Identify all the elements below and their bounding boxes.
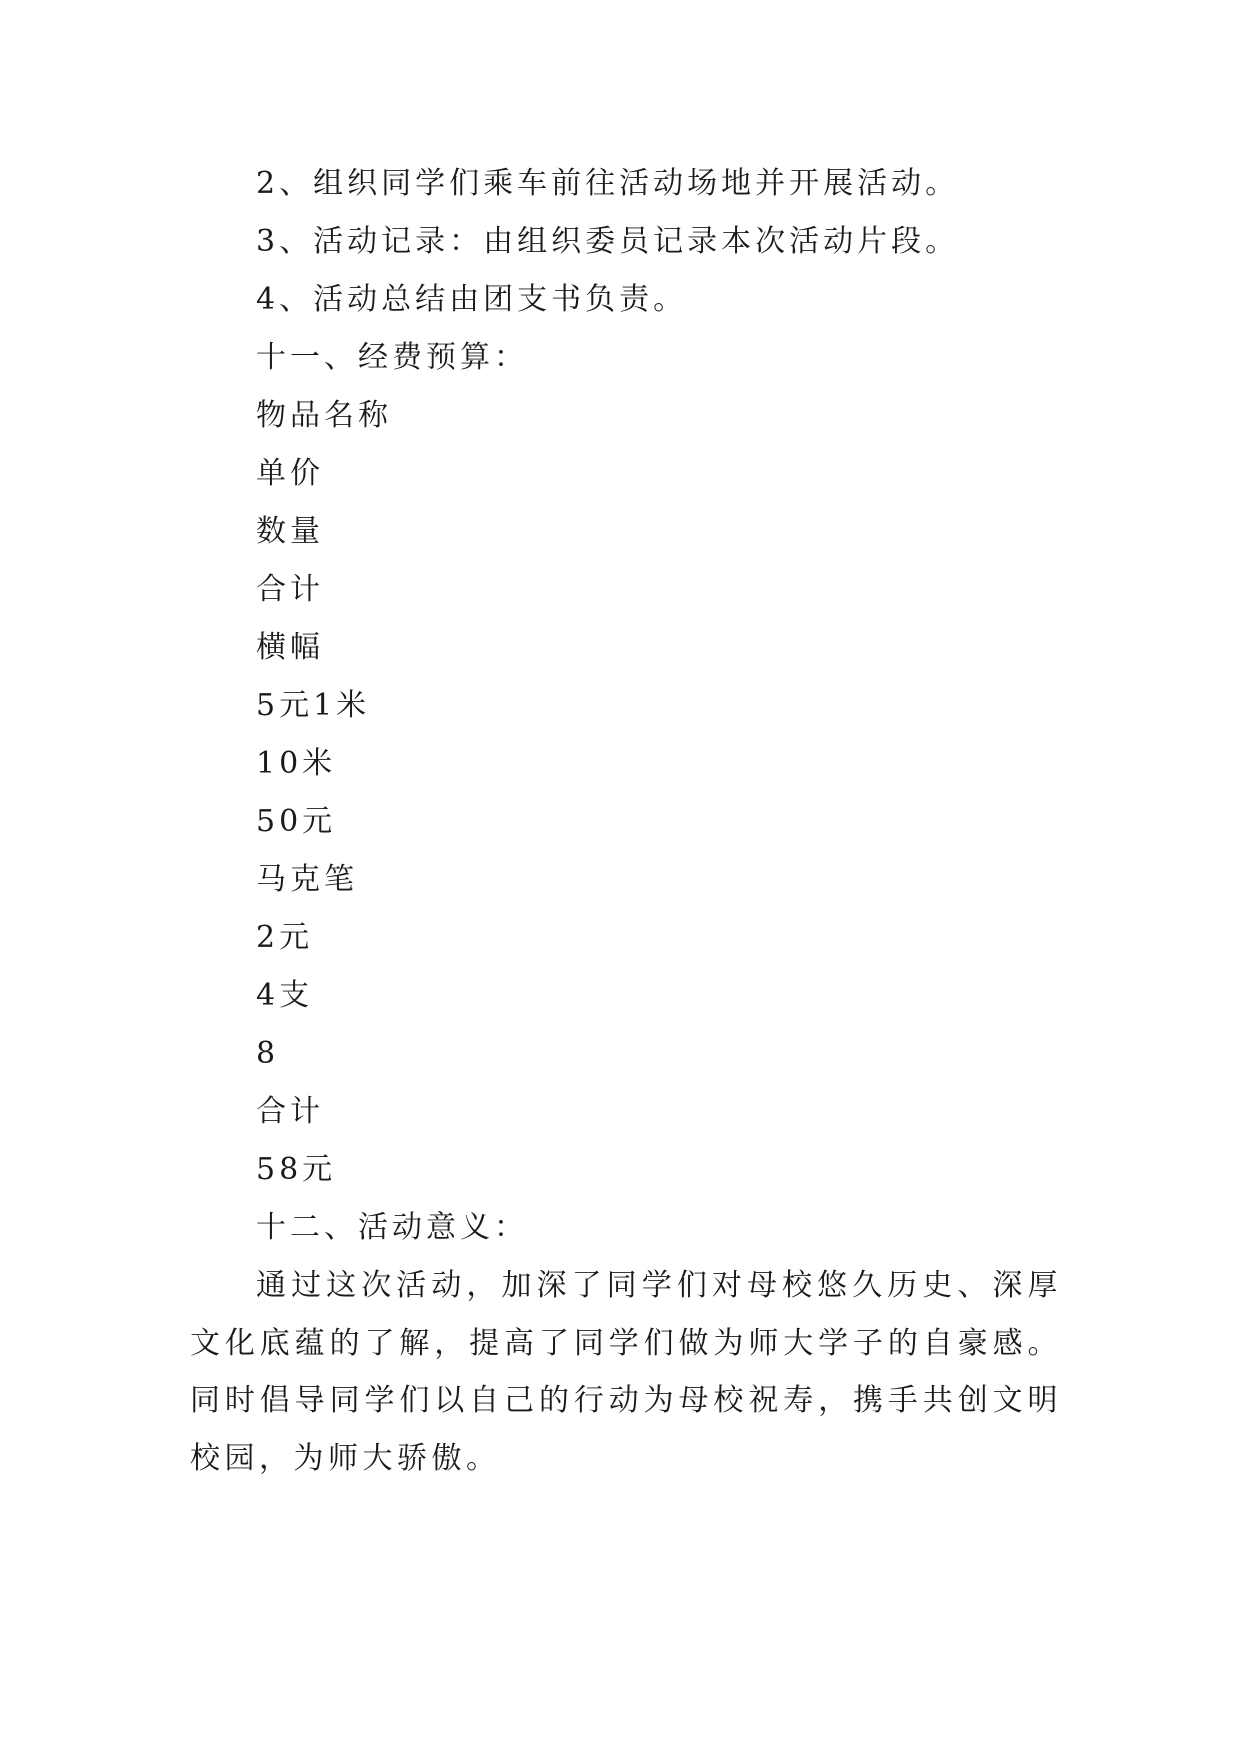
text-line: 3、活动记录：由组织委员记录本次活动片段。 [256, 224, 960, 259]
text-line: 8 [256, 1036, 280, 1071]
text-line: 50元 [256, 804, 337, 839]
text-line: 单价 [256, 456, 324, 491]
text-line: 物品名称 [256, 398, 392, 433]
section-heading: 十二、活动意义： [256, 1210, 528, 1245]
text-line: 4、活动总结由团支书负责。 [256, 282, 688, 317]
text-line: 合计 [256, 572, 324, 607]
text-line: 58元 [256, 1152, 337, 1187]
text-line: 数量 [256, 514, 324, 549]
body-paragraph: 通过这次活动，加深了同学们对母校悠久历史、深厚文化底蕴的了解，提高了同学们做为师大学子的自豪感。同时倡导同学们以自己的行动为母校祝寿，携手共创文明校园，为师大骄傲。 [190, 1268, 1062, 1476]
text-line: 2元 [256, 920, 314, 955]
text-line: 横幅 [256, 630, 324, 665]
text-line: 2、组织同学们乘车前往活动场地并开展活动。 [256, 166, 960, 201]
text-line: 10米 [256, 746, 337, 781]
section-heading: 十一、经费预算： [256, 340, 528, 375]
text-line: 5元1米 [256, 688, 371, 723]
text-line: 合计 [256, 1094, 324, 1129]
text-line: 4支 [256, 978, 314, 1013]
text-line: 马克笔 [256, 862, 358, 897]
